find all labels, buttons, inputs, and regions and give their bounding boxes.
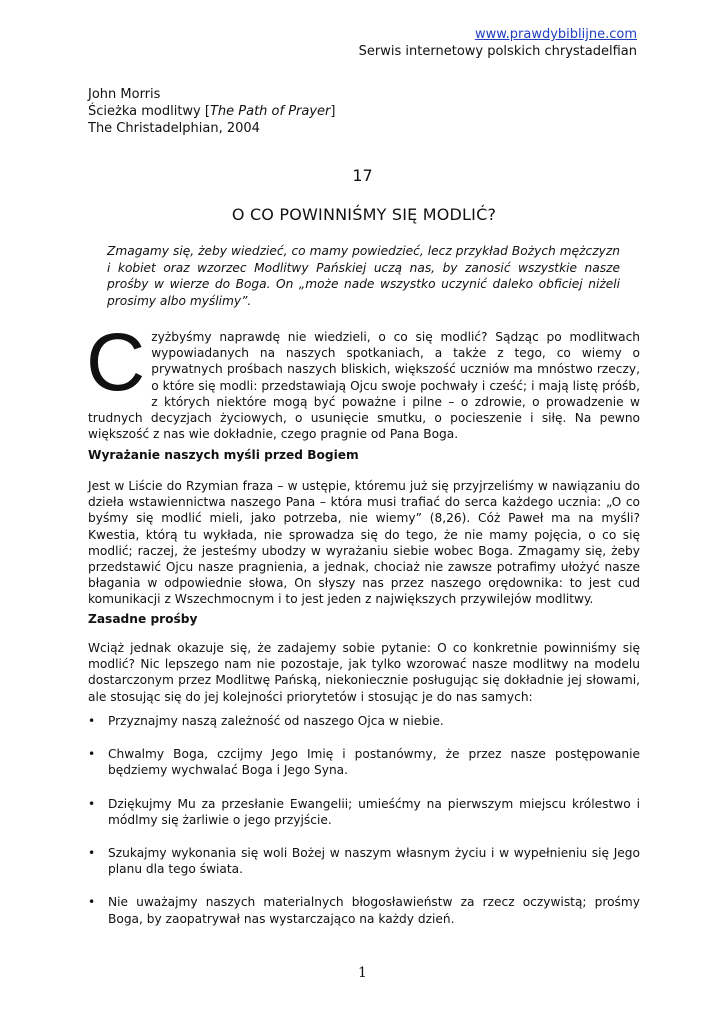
section-heading-1: Wyrażanie naszych myśli przed Bogiem — [88, 448, 359, 462]
drop-cap: C — [86, 317, 146, 408]
list-item-text: Przyznajmy naszą zależność od naszego Ojca w niebie. — [108, 714, 444, 728]
site-link[interactable]: www.prawdybiblijne.com — [474, 27, 637, 42]
list-item — [88, 713, 640, 729]
opening-paragraph — [86, 317, 640, 442]
list-item-text: Nie uważajmy naszych materialnych błogosławieństw za rzecz oczywistą; prośmy Boga, by zaopatrywał nas wystarczająco na każdy dzień. — [108, 895, 640, 926]
bibliography — [88, 86, 335, 137]
bullet-icon: • — [88, 747, 96, 762]
list-item — [88, 796, 640, 828]
site-header — [359, 26, 637, 60]
section-heading-2: Zasadne prośby — [88, 612, 198, 626]
list-item-text: Chwalmy Boga, czcijmy Jego Imię i postanówmy, że przez nasze postępowanie będziemy wychwalać Boga i Jego Syna. — [108, 747, 640, 778]
intro-paragraph: Zmagamy się, żeby wiedzieć, co mamy powiedzieć, lecz przykład Bożych mężczyzn i kobiet oraz wzorzec Modlitwy Pańskiej uczą nas, by zanosić wszystkie nasze prośby w wierze do Boga. On „może nade wszystko uczynić daleko obficiej niżeli prosimy albo myślimy”. — [107, 244, 620, 308]
bullet-icon: • — [88, 846, 96, 861]
bullet-icon: • — [88, 796, 96, 811]
book-title-pl: Ścieżka modlitwy [ — [88, 104, 210, 119]
author: John Morris — [88, 87, 161, 102]
bullet-list — [88, 713, 640, 944]
bullet-icon: • — [88, 714, 96, 728]
book-title-en: The Path of Prayer — [209, 104, 331, 119]
list-item-text: Dziękujmy Mu za przesłanie Ewangelii; umieśćmy na pierwszym miejscu królestwo i módlmy się żarliwie o jego przyjście. — [108, 796, 640, 827]
section-1-paragraph: Jest w Liście do Rzymian fraza – w ustępie, któremu już się przyjrzeliśmy w nawiązaniu do dzieła wstawiennictwa naszego Pana – która musi trafiać do serca każdego ucznia: „O co byśmy się modlić mieli, jako potrzeba, nie wiemy” (8,26). Cóż Paweł ma na myśli? Kwestia, którą tu wykłada, nie sprowadza się do tego, że nie mamy pojęcia, o co się modlić; raczej, że jesteśmy ubodzy w wyrażaniu siebie wobec Boga. Zmagamy się, żeby przedstawić Ojcu nasze pragnienia, a jednak, chociaż nie zawsze potrafimy ułożyć nasze błagania w odpowiednie słowa, On słyszy nas przez naszego orędownika: to jest cud komunikacji z Wszechmocnym i to jest jeden z największych przywilejów modlitwy. — [88, 479, 640, 607]
chapter-title: O CO POWINNIŚMY SIĘ MODLIĆ? — [231, 205, 497, 224]
list-item — [88, 894, 640, 926]
list-item — [88, 746, 640, 778]
opening-paragraph-text: zyżbyśmy naprawdę nie wiedzieli, o co się modlić? Sądząc po modlitwach wypowiadanych na naszych spotkaniach, a także z tego, co wiemy o prywatnych prośbach naszych bliskich, większość uczniów ma mnóstwo rzeczy, o które się modli: przedstawiają Ojcu swoje pochwały i cześć; i mają listę próśb, z których niektóre mogą być poważne i pilne – o zdrowie, o prowadzenie w trudnych decyzjach życiowych, o usunięcie smutku, o pocieszenie i siłę. Na pewno większość z nas wie dokładnie, czego pragnie od Pana Boga. — [88, 330, 640, 442]
page-number: 1 — [358, 965, 367, 981]
book-title-close: ] — [330, 104, 336, 119]
chapter-number: 17 — [352, 166, 373, 185]
list-item-text: Szukajmy wykonania się woli Bożej w naszym własnym życiu i w wypełnieniu się Jego planu dla tego świata. — [108, 846, 640, 877]
section-2-paragraph: Wciąż jednak okazuje się, że zadajemy sobie pytanie: O co konkretnie powinniśmy się modlić? Nic lepszego nam nie pozostaje, jak tylko wzorować nasze modlitwy na modelu dostarczonym przez Modlitwę Pańską, niekoniecznie posługując się dokładnie jej słowami, ale stosując się do jej kolejności priorytetów i stosując je do nas samych: — [88, 641, 640, 704]
list-item — [88, 845, 640, 877]
bullet-icon: • — [88, 895, 96, 910]
book-title — [88, 103, 335, 120]
site-subtitle: Serwis internetowy polskich chrystadelfian — [358, 44, 637, 59]
publisher: The Christadelphian, 2004 — [88, 121, 260, 136]
